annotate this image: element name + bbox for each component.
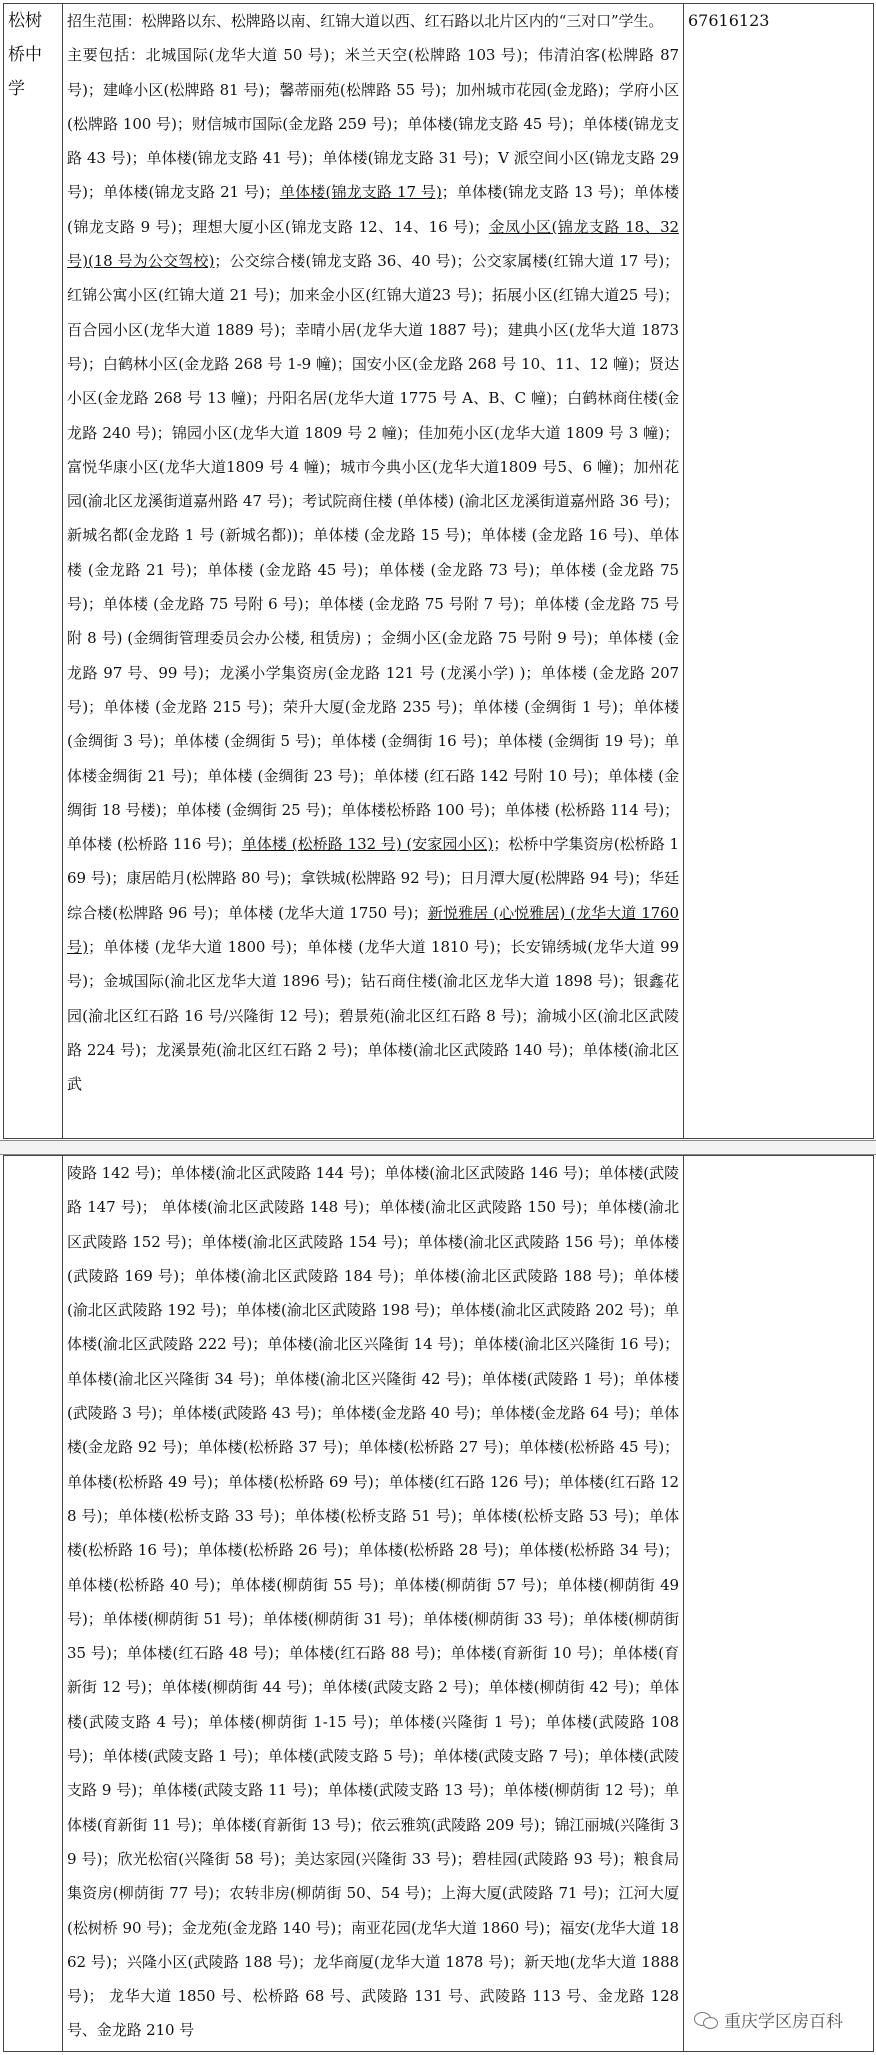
included-areas-text: 主要包括：北城国际(龙华大道 50 号)；米兰天空(松牌路 103 号)；伟清泊客(松牌路 87 号)；建峰小区(松牌路 81 号)；馨蒂丽苑(松牌路 55 号)；加州城市花园(金龙路)；学府小区(松牌路 100 号)；财信城市国际(金龙路 259 号)；单体楼(锦龙支路 45 号)；单体楼(锦龙支路 43 号)；单体楼(锦龙支路 41 号)；单体楼(锦龙支路 31 号)；V 派空间小区(锦龙支路 29 号)；单体楼(锦龙支路 21 号)； — [67, 46, 679, 202]
included-areas — [67, 38, 679, 1101]
school-name-cell — [4, 4, 63, 1139]
school-zone-table-continued — [3, 1155, 874, 2052]
school-name: 松树桥中学 — [8, 11, 42, 99]
underlined-entry: 单体楼 (松桥路 132 号) (安家园小区) — [241, 835, 494, 854]
underlined-entry: 金凤小区(锦龙支路 18、32 号)(18 号为公交驾校) — [67, 217, 680, 271]
phone-number: 67616123 — [688, 11, 770, 30]
included-areas-text: ；松桥中学集资房(松桥路 169 号)；康居皓月(松牌路 80 号)；拿铁城(松牌路 92 号)；日月潭大厦(松牌路 94 号)；华廷综合楼(松牌路 96 号)；单体楼 (龙华大道 1750 号)； — [67, 835, 680, 922]
page-separator — [0, 1140, 876, 1155]
enrollment-range-cell — [63, 4, 684, 1139]
included-areas-text: ；单体楼 (龙华大道 1800 号)；单体楼 (龙华大道 1810 号)；长安锦绣城(龙华大道 99 号)；金城国际(渝北区龙华大道 1896 号)；钻石商住楼(渝北区龙华大道 1898 号)；银鑫花园(渝北区红石路 16 号/兴隆街 12 号)；碧景苑(渝北区红石路 8 号)；渝城小区(渝北区武陵路 224 号)；龙溪景苑(渝北区红石路 2 号)；单体楼(渝北区武陵路 140 号)；单体楼(渝北区武 — [67, 938, 679, 1094]
phone-cell — [684, 4, 874, 1139]
included-areas-text: ；公交综合楼(锦龙支路 36、40 号)；公交家属楼(红锦大道 17 号)；红锦公寓小区(红锦大道 21 号)；加来金小区(红锦大道23 号)；拓展小区(红锦大道25 号)；百合园小区(龙华大道 1889 号)；幸晴小居(龙华大道 1887 号)；建典小区(龙华大道 1873 号)；白鹤林小区(金龙路 268 号 1-9 幢)；国安小区(金龙路 268 号 10、11、12 幢)；贤达小区(金龙路 268 号 13 幢)；丹阳名居(龙华大道 1775 号 A、B、C 幢)；白鹤林商住楼(金龙路 240 号)；锦园小区(龙华大道 1809 号 2 幢)；佳加苑小区(龙华大道 1809 号 3 幢)；富悦华康小区(龙华大道1809 号 4 幢)；城市今典小区(龙华大道1809 号5、6 幢)；加州花园(渝北区龙溪街道嘉州路 47 号)；考试院商住楼 (单体楼) (渝北区龙溪街道嘉州路 36 号)；新城名都(金龙路 1 号 (新城名都))；单体楼 (金龙路 15 号)；单体楼 (金龙路 16 号)、单体楼 (金龙路 21 号)；单体楼 (金龙路 45 号)；单体楼 (金龙路 73 号)；单体楼 (金龙路 75 号)；单体楼 (金龙路 75 号附 6 号)；单体楼 (金龙路 75 号附 7 号)；单体楼 (金龙路 75 号附 8 号) (金绸街管理委员会办公楼, 租赁房) ；金绸小区(金龙路 75 号附 9 号)；单体楼 (金龙路 97 号、99 号)；龙溪小学集资房(金龙路 121 号 (龙溪小学) )；单体楼 (金龙路 207 号)；单体楼 (金龙路 215 号)；荣升大厦(金龙路 235 号)；单体楼 (金绸街 1 号)；单体楼 (金绸街 3 号)；单体楼 (金绸街 5 号)；单体楼 (金绸街 16 号)；单体楼 (金绸街 19 号)；单体楼金绸街 21 号)；单体楼 (金绸街 23 号)；单体楼 (红石路 142 号附 10 号)；单体楼 (金绸街 18 号楼)；单体楼 (金绸街 25 号)；单体楼松桥路 100 号)；单体楼 (松桥路 114 号)；单体楼 (松桥路 116 号)； — [67, 252, 679, 854]
underlined-entry: 单体楼(锦龙支路 17 号) — [279, 183, 442, 202]
table-row — [4, 1156, 874, 2052]
watermark — [690, 2005, 847, 2034]
table-row — [4, 4, 874, 1139]
school-zone-table — [3, 3, 874, 1139]
enrollment-range-cell-continued — [63, 1156, 684, 2052]
wechat-icon — [694, 2010, 718, 2030]
phone-cell-empty — [684, 1156, 874, 2052]
included-areas-text: ；单体楼(锦龙支路 13 号)；单体楼(锦龙支路 9 号)；理想大厦小区(锦龙支路 12、14、16 号)； — [67, 183, 679, 236]
watermark-text: 重庆学区房百科 — [724, 2012, 843, 2032]
document-page-2 — [3, 1155, 873, 2052]
enrollment-scope: 招生范围：松牌路以东、松牌路以南、红锦大道以西、红石路以北片区内的“三对口”学生。 — [67, 12, 664, 30]
underlined-entry: 新悦雅居 (心悦雅居) (龙华大道 1760 号) — [67, 903, 679, 957]
document-page-1 — [3, 3, 873, 1139]
included-areas-continued: 陵路 142 号)；单体楼(渝北区武陵路 144 号)；单体楼(渝北区武陵路 146 号)；单体楼(武陵路 147 号)； 单体楼(渝北区武陵路 148 号)；单体楼(渝北区武陵路 150 号)；单体楼(渝北区武陵路 152 号)；单体楼(渝北区武陵路 154 号)；单体楼(渝北区武陵路 156 号)；单体楼(武陵路 169 号)；单体楼(渝北区武陵路 184 号)；单体楼(渝北区武陵路 188 号)；单体楼(渝北区武陵路 192 号)；单体楼(渝北区武陵路 198 号)；单体楼(渝北区武陵路 202 号)；单体楼(渝北区武陵路 222 号)；单体楼(渝北区兴隆街 14 号)；单体楼(渝北区兴隆街 16 号)；单体楼(渝北区兴隆街 34 号)；单体楼(渝北区兴隆街 42 号)；单体楼(武陵路 1 号)；单体楼(武陵路 3 号)；单体楼(武陵路 43 号)；单体楼(金龙路 40 号)；单体楼(金龙路 64 号)；单体楼(金龙路 92 号)；单体楼(松桥路 37 号)；单体楼(松桥路 27 号)；单体楼(松桥路 45 号)；单体楼(松桥路 49 号)；单体楼(松桥路 69 号)；单体楼(红石路 126 号)；单体楼(红石路 128 号)；单体楼(松桥支路 33 号)；单体楼(松桥支路 51 号)；单体楼(松桥支路 53 号)；单体楼(松桥路 16 号)；单体楼(松桥路 26 号)；单体楼(松桥路 28 号)；单体楼(松桥路 34 号)；单体楼(松桥路 40 号)；单体楼(柳荫街 55 号)；单体楼(柳荫街 57 号)；单体楼(柳荫街 49 号)；单体楼(柳荫街 51 号)；单体楼(柳荫街 31 号)；单体楼(柳荫街 33 号)；单体楼(柳荫街 35 号)；单体楼(红石路 48 号)；单体楼(红石路 88 号)；单体楼(育新街 10 号)；单体楼(育新街 12 号)；单体楼(柳荫街 44 号)；单体楼(武陵支路 2 号)；单体楼(柳荫街 42 号)；单体楼(武陵支路 4 号)；单体楼(柳荫街 1-15 号)；单体楼(兴隆街 1 号)；单体楼(武陵路 108 号)；单体楼(武陵支路 1 号)；单体楼(武陵支路 5 号)；单体楼(武陵支路 7 号)；单体楼(武陵支路 9 号)；单体楼(武陵支路 11 号)；单体楼(武陵支路 13 号)；单体楼(柳荫街 12 号)；单体楼(育新街 11 号)；单体楼(育新街 13 号)；依云雅筑(武陵路 209 号)；锦江丽城(兴隆街 39 号)；欣光松宿(兴隆街 58 号)；美达家园(兴隆街 33 号)；碧桂园(武陵路 93 号)；粮食局集资房(柳荫街 77 号)；农转非房(柳荫街 50、54 号)；上海大厦(武陵路 71 号)；江河大厦(松树桥 90 号)；金龙苑(金龙路 140 号)；南亚花园(龙华大道 1860 号)；福安(龙华大道 1862 号)；兴隆小区(武陵路 188 号)；龙华商厦(龙华大道 1878 号)；新天地(龙华大道 1888 号)； 龙华大道 1850 号、松桥路 68 号、武陵路 131 号、武陵路 113 号、金龙路 128 号、金龙路 210 号 — [67, 1164, 679, 2040]
school-name-cell-empty — [4, 1156, 63, 2052]
